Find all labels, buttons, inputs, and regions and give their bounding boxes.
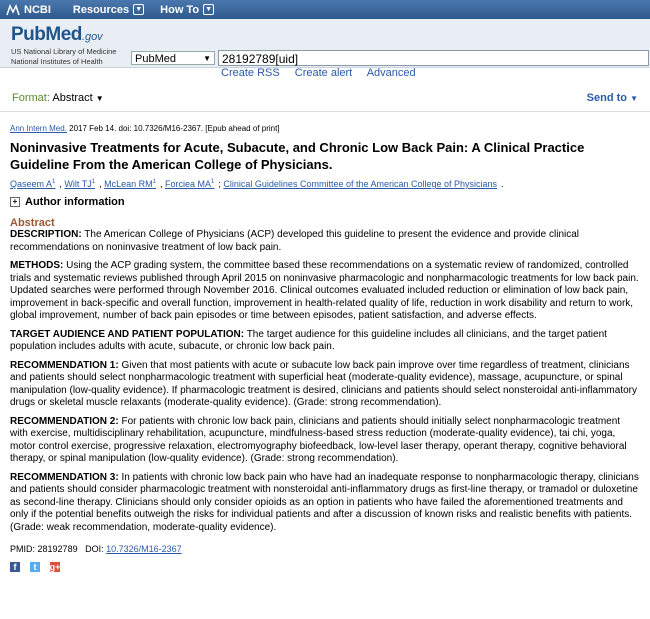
how-to-menu[interactable]: How To ▼ <box>160 4 214 16</box>
search-input[interactable]: 28192789[uid] <box>218 50 649 66</box>
committee-link[interactable]: Clinical Guidelines Committee of the American College of Physicians <box>223 179 498 189</box>
abstract-section <box>10 229 640 254</box>
advanced-link[interactable]: Advanced <box>366 67 416 79</box>
create-rss-link[interactable]: Create RSS <box>221 67 280 79</box>
citation: Ann Intern Med. 2017 Feb 14. doi: 10.7326/M16-2367. [Epub ahead of print] <box>10 124 280 133</box>
author-info-toggle[interactable]: + Author information <box>10 196 640 208</box>
section-text: Using the ACP grading system, the committee based these recommendations on a systematic review of randomized, controlled trials and systematic reviews published through April 2015 on noninvasive pharmacologic and nonpharmacologic treatments for low back pain. Updated searches were performed through November 2016. Clinical outcomes evaluated included reduction or elimination of low back pain, improvement in back-specific and overall function, improvement in health-related quality of life, reduction in work disability and return to work, global improvement, number of back pain episodes or time between episodes, patient satisfaction, and adverse effects. <box>10 260 639 321</box>
section-text: The target audience for this guideline includes all clinicians, and the target patient population includes adults with acute, subacute, or chronic low back pain. <box>10 328 607 352</box>
abstract-section <box>10 260 640 323</box>
article-content <box>0 124 650 572</box>
author-link[interactable]: Qaseem $A^1$ <box>10 179 56 189</box>
abstract-heading: Abstract <box>10 217 55 229</box>
author-link[interactable]: Forciea $MA^1$ <box>165 179 215 189</box>
abstract-section <box>10 416 640 466</box>
chevron-down-icon: ▼ <box>95 93 104 103</box>
search-header <box>0 19 650 79</box>
author-link[interactable]: McLean $RM^1$ <box>104 179 156 189</box>
ncbi-logo-icon <box>6 4 20 16</box>
section-label: RECOMMENDATION 2: <box>10 415 119 427</box>
journal-link[interactable]: Ann Intern Med. <box>10 124 67 133</box>
section-text: The American College of Physicians (ACP) developed this guideline to present the evidence and provide clinical recommendations on noninvasive treatment of low back pain. <box>10 229 580 253</box>
abstract-section <box>10 472 640 535</box>
chevron-down-icon: ▼ <box>203 54 211 63</box>
create-alert-link[interactable]: Create alert <box>294 67 353 79</box>
chevron-down-icon: ▼ <box>630 93 638 103</box>
format-selector[interactable]: Format: Abstract ▼ <box>12 91 104 104</box>
ncbi-top-bar <box>0 0 650 19</box>
chevron-down-icon: ▼ <box>133 4 144 15</box>
format-bar <box>0 84 650 112</box>
section-label: RECOMMENDATION 3: <box>10 471 119 483</box>
google-plus-icon[interactable]: g+ <box>49 562 61 572</box>
section-text: In patients with chronic low back pain who have had an inadequate response to nonpharmacologic therapy, clinicians and patients should consider pharmacologic treatment with nonsteroidal anti-inflammatory drugs as first-line therapy, or tramadol or duloxetine as second-line therapy. Clinicians should only consider opioids as an option in patients who have failed the aforementioned treatments and only if the potential benefits outweigh the risks for individual patients and after a discussion of known risks and realistic benefits with patients. (Grade: weak recommendation, moderate-quality evidence). <box>10 471 639 533</box>
doi-link[interactable]: 10.7326/M16-2367 <box>106 544 182 554</box>
search-links <box>221 67 428 79</box>
section-label: METHODS: <box>10 260 64 271</box>
identifiers: PMID: 28192789 DOI: 10.7326/M16-2367 <box>10 544 182 554</box>
abstract-body <box>10 229 640 534</box>
section-label: DESCRIPTION: <box>10 229 82 240</box>
section-label: RECOMMENDATION 1: <box>10 359 119 371</box>
database-select[interactable]: PubMed ▼ <box>131 51 215 65</box>
abstract-section <box>10 329 640 354</box>
author-link[interactable]: Wilt $TJ^1$ <box>64 179 96 189</box>
section-text: For patients with chronic low back pain, clinicians and patients should initially select nonpharmacologic treatment with exercise, multidisciplinary rehabilitation, acupuncture, mindfulness-based stress reduction (moderate-quality evidence), tai chi, yoga, motor control exercise, progressive relaxation, electromyography biofeedback, low-level laser therapy, operant therapy, cognitive behavioral therapy, or spinal manipulation (low-quality evidence). (Grade: strong recommendation). <box>10 415 627 464</box>
social-share <box>10 562 640 572</box>
plus-icon: + <box>10 197 20 207</box>
twitter-icon[interactable]: t <box>30 562 40 572</box>
ncbi-logo[interactable]: NCBI <box>6 4 51 16</box>
chevron-down-icon: ▼ <box>203 4 214 15</box>
resources-menu[interactable]: Resources ▼ <box>73 4 144 16</box>
section-label: TARGET AUDIENCE AND PATIENT POPULATION: <box>10 328 245 340</box>
send-to-button[interactable]: Send to ▼ <box>586 91 638 104</box>
author-list: Qaseem $A^1$ , Wilt $TJ^1$ , McLean $RM^1$ , Forciea $MA^1$ ; Clinical Guidelines Committee of the American College of Physicians . <box>10 179 504 189</box>
abstract-section <box>10 360 640 410</box>
facebook-icon[interactable]: f <box>10 562 20 572</box>
article-title: Noninvasive Treatments for Acute, Subacute, and Chronic Low Back Pain: A Clinical Practice Guideline From the American College of Physicians. <box>10 140 585 172</box>
section-text: Given that most patients with acute or subacute low back pain improve over time regardless of treatment, clinicians and patients should select nonpharmacologic treatment with superficial heat (moderate-quality evidence), massage, acupuncture, or spinal manipulation (low-quality evidence). If pharmacologic treatment is desired, clinicians and patients should select nonsteroidal anti-inflammatory drugs or skeletal muscle relaxants (moderate-quality evidence). (Grade: strong recommendation). <box>10 359 637 408</box>
pubmed-logo[interactable]: PubMed.gov US National Library of Medicine National Institutes of Health <box>11 24 117 66</box>
